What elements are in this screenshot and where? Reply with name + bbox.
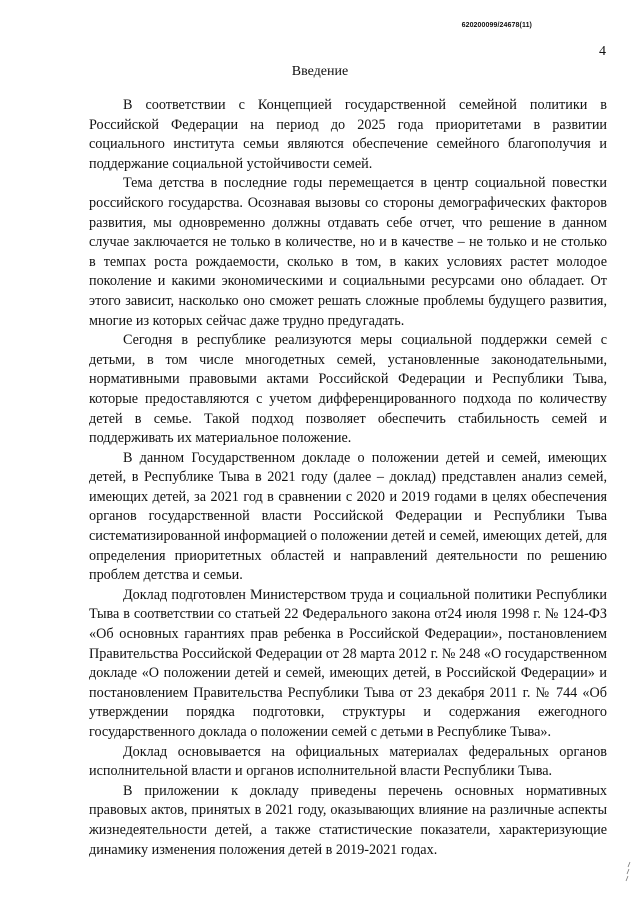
document-registration-number: 620200099/24678(11) — [461, 22, 532, 29]
paragraph-report-scope: В данном Государственном докладе о положении детей и семей, имеющих детей, в Республике Тыва в 2021 году (далее – доклад) представлен анализ семей, имеющих детей, за 2021 год в сравнении с 2020 и 2019 годами в целях обеспечения органов государственной власти Российской Федерации и Республики Тыва систематизированной информацией о положении детей и семей, имеющих детей, для определения приоритетных областей и направлений деятельности по решению проблем детства и семьи. — [89, 449, 607, 584]
page-number: 4 — [599, 44, 606, 59]
paragraph-concept: В соответствии с Концепцией государственной семейной политики в Российской Федерации на период до 2025 года приоритетами в развитии социального института семьи являются обеспечение семейного благополучия и поддержание социальной устойчивости семей. — [89, 97, 607, 172]
paragraph-support-measures: Сегодня в республике реализуются меры социальной поддержки семей с детьми, в том числе многодетных семей, установленные законодательными, нормативными правовыми актами Российской Федерации и Республики Тыва, которые предоставляются с учетом дифференцированного подхода по количеству детей в семье. Такой подход позволяет обеспечить стабильность семей и поддерживать их материальное положение. — [89, 332, 607, 447]
paragraph-sources: Доклад основывается на официальных материалах федеральных органов исполнительной власти и органов исполнительной власти Республики Тыва. — [89, 743, 607, 780]
paragraph-appendix: В приложении к докладу приведены перечень основных нормативных правовых актов, принятых в 2021 году, оказывающих влияние на различные аспекты жизнедеятельности детей, а также статистические показатели, характеризующие динамику изменения положения детей в 2019-2021 годах. — [89, 782, 607, 858]
paragraph-childhood-theme: Тема детства в последние годы перемещается в центр социальной повестки российского государства. Осознавая вызовы со стороны демографических факторов развития, мы одновременно должны отдавать себе отчет, что решение в данном случае заключается не только в количестве, но и в качестве – не только и не столько в темпах роста рождаемости, сколько в том, в каких условиях растет молодое поколение и какими экономическими и социальными ресурсами оно обладает. От этого зависит, насколько оно сможет решать сложные проблемы будущего развития, многие из которых сейчас даже трудно предугадать. — [89, 175, 607, 329]
paragraph-legal-basis: Доклад подготовлен Министерством труда и социальной политики Республики Тыва в соответствии со статьей 22 Федерального закона от24 июля 1998 г. № 124-ФЗ «Об основных гарантиях прав ребенка в Российской Федерации», постановлением Правительства Российской Федерации от 28 марта 2012 г. № 248 «О государственном докладе «О положении детей и семей, имеющих детей, в Российской Федерации» и постановлением Правительства Республики Тыва от 23 декабря 2011 г. № 744 «Об утверждении порядка подготовки, структуры и содержания ежегодного государственного доклада о положении семей с детьми в Республике Тыва». — [89, 586, 607, 740]
section-title: Введение — [291, 64, 349, 79]
pen-mark-icon — [624, 861, 632, 883]
body-text — [89, 96, 607, 860]
